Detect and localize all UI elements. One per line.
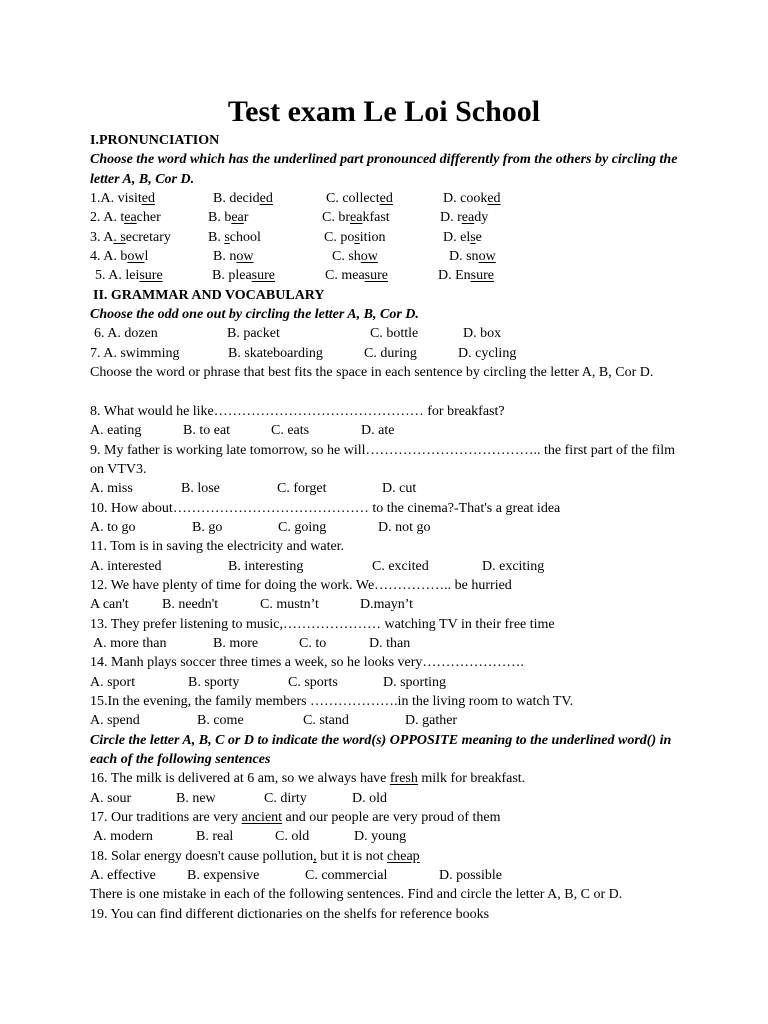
option-a[interactable]: 5. A. leisure [95,268,163,284]
option-c[interactable]: C. stand [303,713,349,729]
question-9-options [90,479,690,498]
question-14-options [90,673,690,692]
option-c[interactable]: C. forget [277,481,327,497]
question-17-stem: 17. Our traditions are very ancient and our people are very proud of them [90,810,501,826]
option-a[interactable]: A. more than [93,635,167,651]
option-b[interactable]: B. real [196,829,234,845]
underlined-word: cheap [387,848,420,864]
option-a[interactable]: A. spend [90,713,140,729]
option-b[interactable]: B. come [197,713,244,729]
option-b[interactable]: B. pleasure [212,268,275,284]
option-b[interactable]: B. now [213,249,254,265]
question-18-options [90,866,690,885]
question-6 [90,324,690,343]
option-c[interactable]: C. breakfast [322,210,390,226]
option-b[interactable]: B. decided [213,191,273,207]
option-d[interactable]: D. box [463,326,502,342]
instruction-pronunciation: Choose the word which has the underlined part pronounced differently from the others by circling the letter A, B, Cor D. [90,152,678,187]
option-b[interactable]: B. school [208,229,261,245]
option-c[interactable]: C. eats [271,423,310,439]
option-c[interactable]: C. excited [372,558,429,574]
option-d[interactable]: D. not go [378,519,431,535]
question-9-stem: 9. My father is working late tomorrow, so he will……………………………….. the first part of the film on VTV3. [90,442,676,477]
question-16-stem: 16. The milk is delivered at 6 am, so we always have fresh milk for breakfast. [90,771,526,787]
option-d[interactable]: D. cut [382,481,417,497]
option-d[interactable]: D. Ensure [438,268,494,284]
option-c[interactable]: C. dirty [264,790,307,806]
instruction-opposite: Circle the letter A, B, C or D to indicate the word(s) OPPOSITE meaning to the underlined word() in each of the following sentences [90,732,672,767]
option-b[interactable]: B. lose [181,481,220,497]
option-c[interactable]: C. collected [326,191,393,207]
option-a[interactable]: A can't [90,597,129,613]
option-c[interactable]: C. mustn’t [260,597,319,613]
question-7 [90,344,690,363]
question-10-options [90,518,690,537]
option-b[interactable]: B. skateboarding [228,345,323,361]
question-4 [90,247,690,266]
instruction-find-mistake: There is one mistake in each of the following sentences. Find and circle the letter A, B, C or D. [90,887,623,903]
question-5 [90,266,690,285]
question-16-options [90,789,690,808]
option-d[interactable]: D. cycling [458,345,517,361]
option-a[interactable]: 7. A. swimming [90,345,180,361]
option-b[interactable]: B. to eat [183,423,231,439]
option-b[interactable]: B. go [192,519,223,535]
question-15-options [90,711,690,730]
option-d[interactable]: D. ready [440,210,489,226]
option-a[interactable]: A. sport [90,674,136,690]
option-d[interactable]: D. possible [439,868,502,884]
exam-content [90,131,690,924]
instruction-odd-one-out: Choose the odd one out by circling the letter A, B, Cor D. [90,307,419,323]
question-14-stem: 14. Manh plays soccer three times a week, so he looks very…………………. [90,655,524,671]
question-8-options [90,421,690,440]
option-c[interactable]: C. measure [325,268,388,284]
question-3 [90,228,690,247]
option-a[interactable]: 1.A. visited [90,191,155,207]
option-d[interactable]: D.mayn’t [360,597,414,613]
underlined-word: fresh [389,771,418,787]
question-8-stem: 8. What would he like……………………………………… for breakfast? [90,403,505,419]
option-c[interactable]: C. during [364,345,417,361]
option-a[interactable]: A. eating [90,423,142,439]
page-title: Test exam Le Loi School [227,95,541,128]
option-c[interactable]: C. commercial [305,868,388,884]
option-b[interactable]: B. interesting [228,558,304,574]
option-d[interactable]: D. old [352,790,387,806]
option-a[interactable]: A. to go [90,519,136,535]
option-b[interactable]: B. needn't [162,597,219,613]
question-18-stem: 18. Solar energy doesn't cause pollution, but it is not cheap [90,848,420,864]
option-a[interactable]: 6. A. dozen [94,326,158,342]
option-d[interactable]: D. sporting [383,674,446,690]
option-c[interactable]: C. bottle [370,326,419,342]
question-11-stem: 11. Tom is in saving the electricity and water. [90,539,345,555]
option-b[interactable]: B. bear [208,210,249,226]
option-d[interactable]: D. else [443,229,482,245]
option-b[interactable]: B. expensive [187,868,260,884]
option-b[interactable]: B. new [176,790,216,806]
option-c[interactable]: C. show [332,249,378,265]
section-heading-pronunciation: I.PRONUNCIATION [90,133,220,148]
question-19-stem: 19. You can find different dictionaries on the shelfs for reference books [90,906,490,922]
option-a[interactable]: A. miss [90,481,133,497]
option-b[interactable]: B. sporty [188,674,240,690]
question-10-stem: 10. How about…………………………………… to the cinema?-That's a great idea [90,500,561,516]
section-heading-grammar: II. GRAMMAR AND VOCABULARY [93,287,325,303]
option-a[interactable]: 2. A. teacher [90,210,161,226]
option-b[interactable]: B. more [213,635,259,651]
option-a[interactable]: 3. A. secretary [90,229,171,245]
question-11-options [90,557,690,576]
option-a[interactable]: A. interested [90,558,162,574]
option-c[interactable]: C. sports [288,674,338,690]
option-c[interactable]: C. position [324,229,386,245]
option-d[interactable]: D. snow [449,249,496,265]
option-a[interactable]: A. modern [93,829,153,845]
option-c[interactable]: C. going [278,519,327,535]
question-12-options [90,595,690,614]
option-d[interactable]: D. gather [405,713,458,729]
question-13-options [90,634,690,653]
question-12-stem: 12. We have plenty of time for doing the work. We…………….. be hurried [90,577,512,593]
option-a[interactable]: A. sour [90,790,132,806]
option-d[interactable]: D. young [354,829,407,845]
option-d[interactable]: D. cooked [443,191,501,207]
question-1 [90,189,690,208]
option-c[interactable]: C. old [275,829,310,845]
option-c[interactable]: C. to [299,635,327,651]
question-2 [90,208,690,227]
instruction-best-fit: Choose the word or phrase that best fits the space in each sentence by circling the letter A, B, Cor D. [90,365,654,381]
question-17-options [90,827,690,846]
underlined-word: ancient [241,810,283,826]
option-a[interactable]: 4. A. bowl [90,249,149,265]
option-d[interactable]: D. than [369,635,411,651]
option-a[interactable]: A. effective [90,868,156,884]
option-b[interactable]: B. packet [227,326,280,342]
question-15-stem: 15.In the evening, the family members ……………….in the living room to watch TV. [90,693,574,709]
option-d[interactable]: D. ate [361,423,395,439]
question-13-stem: 13. They prefer listening to music,………………… watching TV in their free time [90,616,555,632]
option-d[interactable]: D. exciting [482,558,545,574]
